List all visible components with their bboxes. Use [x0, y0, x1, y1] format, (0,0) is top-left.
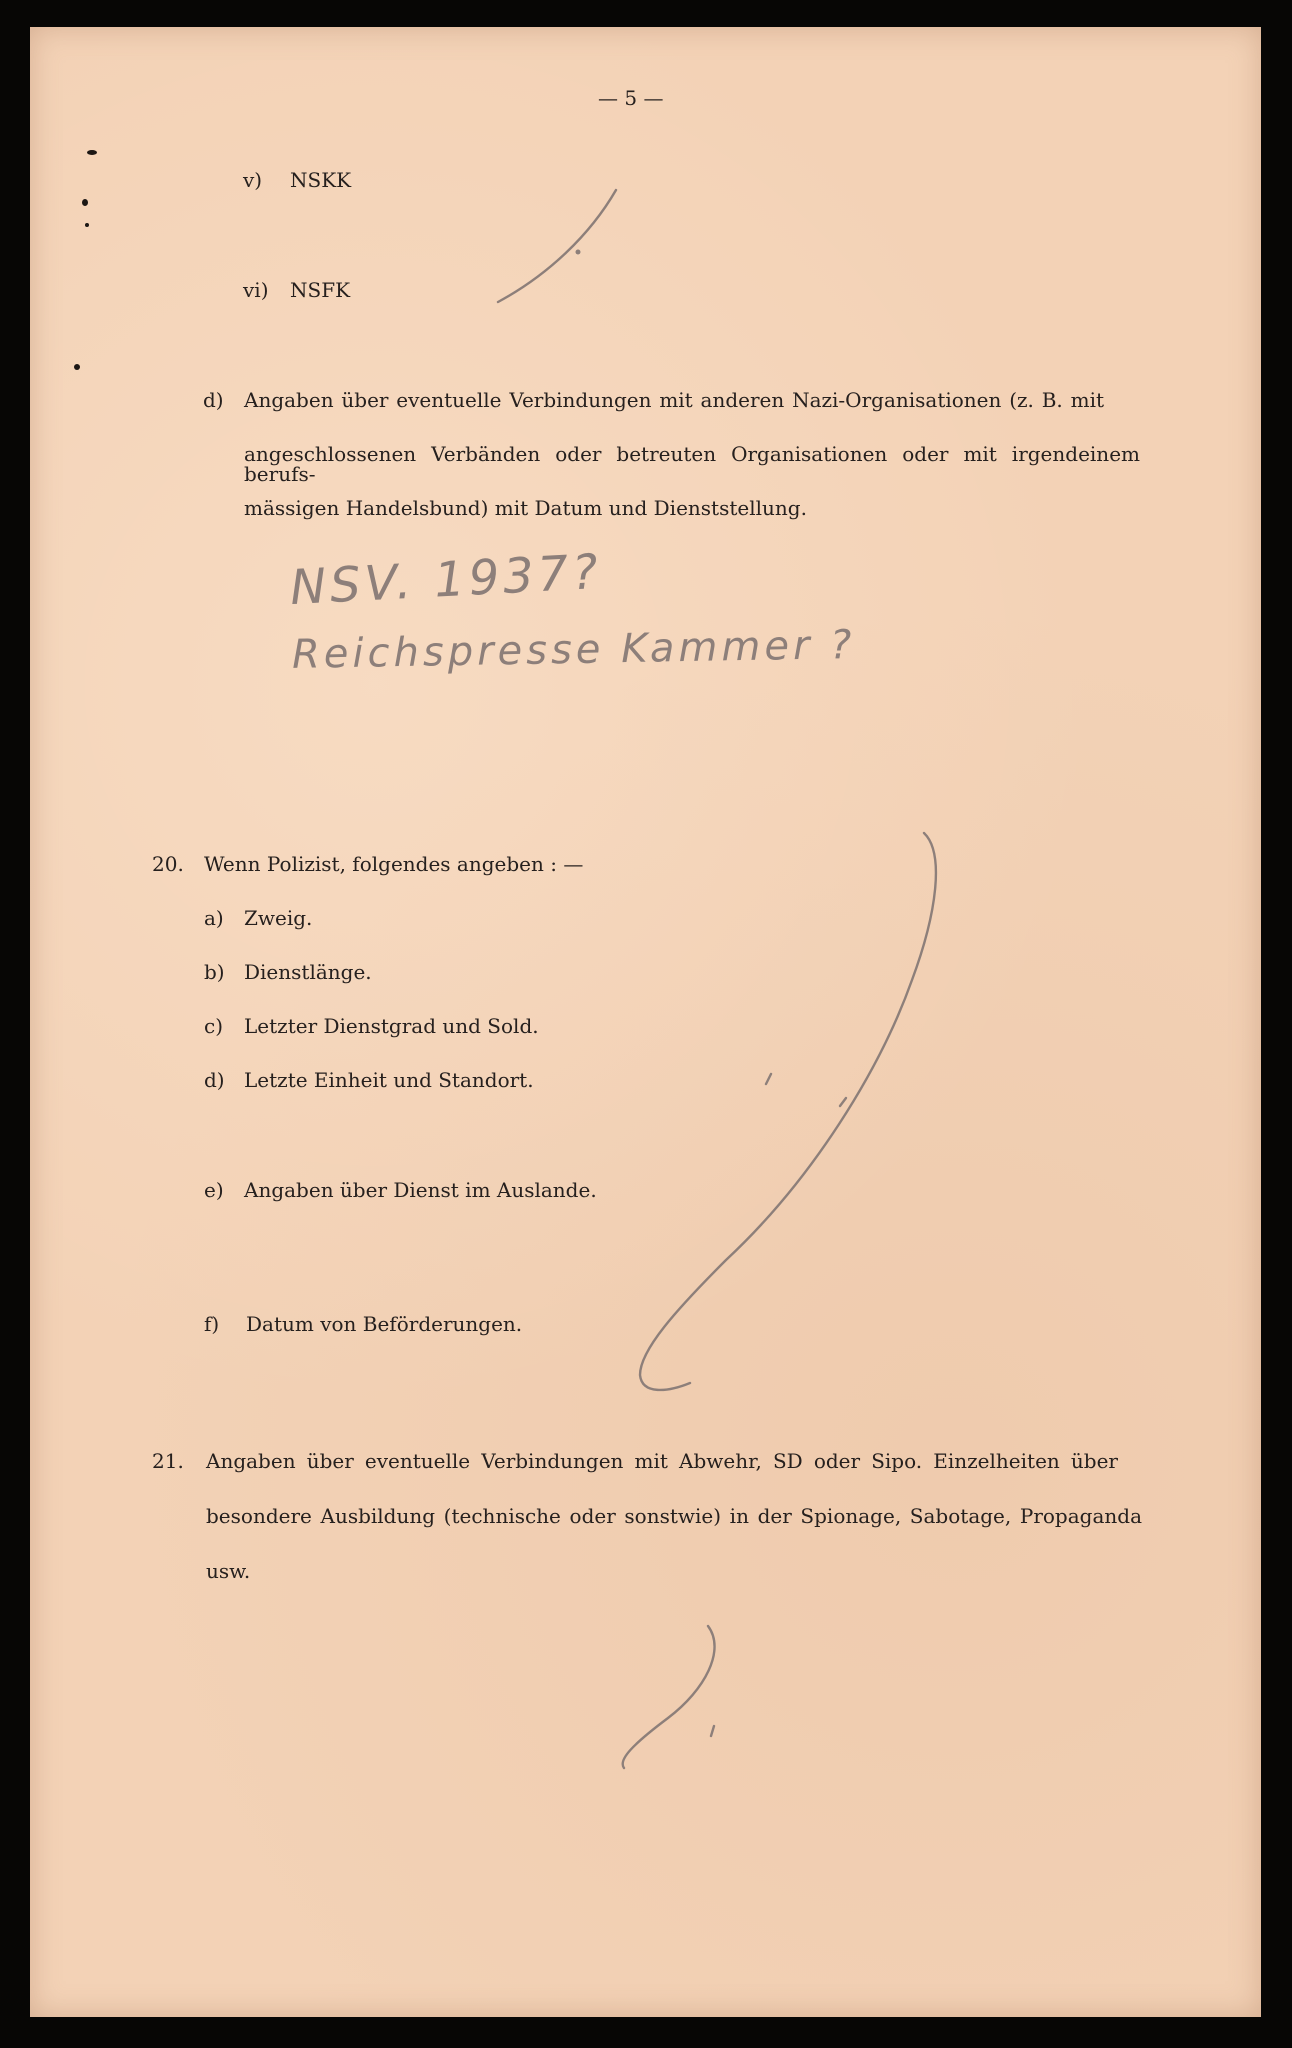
q20-item-b-label: b)	[204, 960, 225, 984]
binder-hole-mark	[85, 223, 89, 227]
q20-item-d-text: Letzte Einheit und Standort.	[244, 1068, 534, 1092]
item-vi-label: vi)	[243, 278, 269, 302]
binder-hole-mark	[87, 150, 97, 155]
page-number: — 5 —	[598, 86, 664, 110]
q20-item-f-label: f)	[204, 1312, 220, 1336]
handwritten-note-nsv: NSV. 1937?	[288, 543, 604, 617]
question-21-line-3: usw.	[206, 1559, 251, 1583]
q20-item-c-text: Letzter Dienstgrad und Sold.	[244, 1014, 539, 1038]
binder-hole-mark	[74, 364, 80, 370]
q20-item-c-label: c)	[204, 1014, 224, 1038]
q20-item-e-label: e)	[204, 1178, 224, 1202]
item-v-text: NSKK	[290, 168, 352, 192]
item-d-line-2: angeschlossenen Verbänden oder betreuten Organisationen oder mit irgendeinem berufs-	[244, 442, 1140, 486]
question-21-line-2: besondere Ausbildung (technische oder sonstwie) in der Spionage, Sabotage, Propaganda	[206, 1504, 1142, 1528]
item-d-line-1: Angaben über eventuelle Verbindungen mit anderen Nazi-Organisationen (z. B. mit	[244, 388, 1104, 412]
handwritten-note-reichspresse: Reichspresse Kammer ?	[291, 622, 856, 678]
q20-item-d-label: d)	[204, 1068, 225, 1092]
q20-item-e-text: Angaben über Dienst im Auslande.	[244, 1178, 597, 1202]
q20-item-f-text: Datum von Beförderungen.	[246, 1312, 523, 1336]
q20-item-b-text: Dienstlänge.	[244, 960, 372, 984]
q20-item-a-text: Zweig.	[244, 906, 313, 930]
q20-item-a-label: a)	[204, 906, 224, 930]
question-21-number: 21.	[152, 1449, 184, 1473]
binder-hole-mark	[82, 199, 88, 206]
question-20-text: Wenn Polizist, folgendes angeben : —	[204, 852, 584, 876]
question-20-number: 20.	[152, 852, 184, 876]
item-d-line-3: mässigen Handelsbund) mit Datum und Dienststellung.	[244, 496, 807, 520]
item-v-label: v)	[243, 168, 263, 192]
item-d-label: d)	[203, 388, 224, 412]
question-21-line-1: Angaben über eventuelle Verbindungen mit Abwehr, SD oder Sipo. Einzelheiten über	[206, 1449, 1118, 1473]
item-vi-text: NSFK	[290, 278, 351, 302]
